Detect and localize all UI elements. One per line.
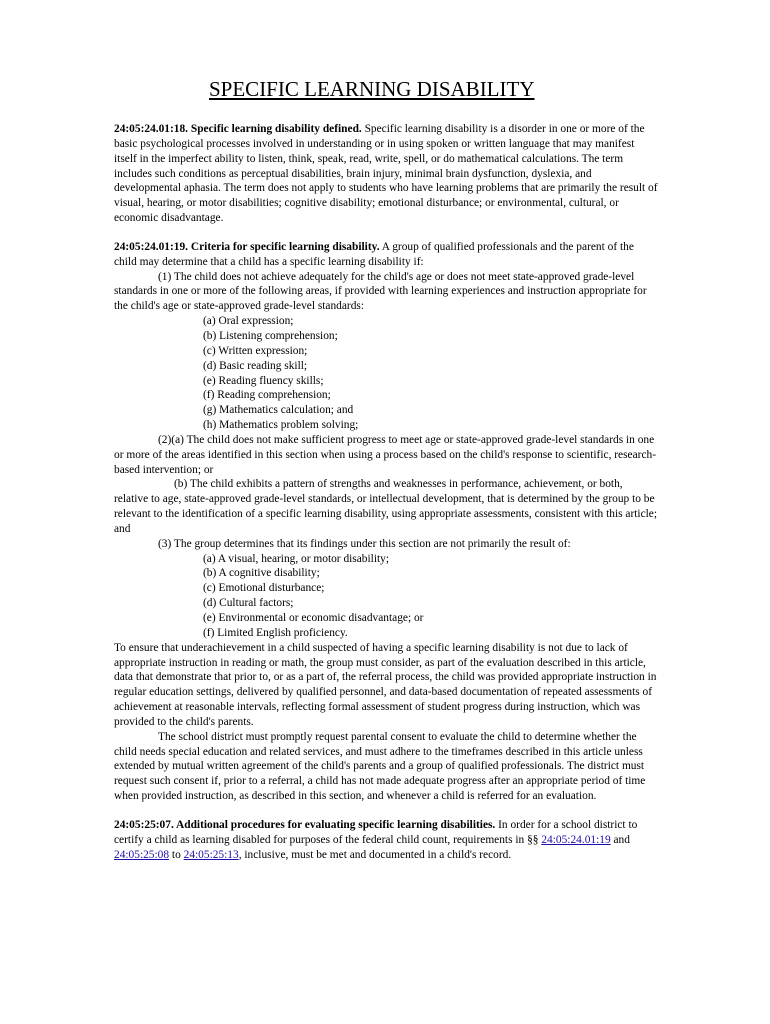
section-19 — [114, 240, 659, 804]
page-title: SPECIFIC LEARNING DISABILITY — [209, 77, 535, 101]
section-25-07 — [114, 818, 659, 863]
and-text: and — [610, 833, 630, 846]
list-item: (c) Emotional disturbance; — [203, 582, 325, 595]
list-item: (c) Written expression; — [203, 344, 308, 357]
section-19-intro — [114, 240, 659, 270]
areas-list — [114, 314, 659, 433]
exclusions-list — [114, 552, 659, 641]
section-18 — [114, 122, 659, 226]
list-item: (h) Mathematics problem solving; — [203, 419, 359, 432]
list-item: (d) Basic reading skill; — [203, 359, 308, 372]
instruction-requirement: To ensure that underachievement in a child suspected of having a specific learning disability is not due to lack of appropriate instruction in reading or math, the group must consider, as part of the evaluation described in this article, data that demonstrate that prior to, or as a part of, the referral process, the child was provided appropriate instruction in regular education settings, delivered by qualified personnel, and data-based documentation of repeated assessments of achievement at reasonable intervals, reflecting formal assessment of student progress during instruction, which was provided to the child's parents. — [114, 641, 657, 728]
criterion-2a: (2)(a) The child does not make sufficient progress to meet age or state-approved grade-level standards in one or more of the areas identified in this section when using a process based on the child's response to scientific, research-based intervention; or — [114, 433, 656, 476]
section-25-07-text — [114, 818, 659, 863]
list-item: (d) Cultural factors; — [203, 597, 294, 610]
list-item: (b) A cognitive disability; — [203, 567, 320, 580]
section-symbol: §§ — [527, 833, 542, 846]
list-item: (b) Listening comprehension; — [203, 329, 338, 342]
list-item: (f) Limited English proficiency. — [203, 626, 348, 639]
document-page — [114, 76, 659, 877]
list-item: (e) Environmental or economic disadvantage; or — [203, 612, 424, 624]
criterion-3: (3) The group determines that its findings under this section are not primarily the result of: — [158, 537, 571, 550]
section-19-body: A group of qualified professionals and the parent of the child may determine that a child has a specific learning disability if: — [114, 240, 634, 268]
section-25-07-tail: , inclusive, must be met and documented in a child's record. — [238, 848, 512, 861]
link-24-05-25-08[interactable]: 24:05:25:08 — [114, 848, 170, 861]
section-18-body: Specific learning disability is a disorder in one or more of the basic psychological processes involved in understanding or in using spoken or written language that may manifest itself in the imperfect ability to listen, think, speak, read, write, spell, or do mathematical calculations. The term includes such conditions as perceptual disabilities, brain injury, minimal brain dysfunction, dyslexia, and developmental aphasia. The term does not apply to students who have learning problems that are primarily the result of visual, hearing, or motor disabilities; cognitive disability; emotional disturbance; or environmental, cultural, or economic disadvantage. — [114, 123, 658, 225]
link-24-05-24-01-19[interactable]: 24:05:24.01:19 — [541, 833, 611, 846]
criterion-1: (1) The child does not achieve adequately for the child's age or does not meet state-approved grade-level standards in one or more of the following areas, if provided with learning experiences and instruction appropriate for the child's age or state-approved grade-level standards: — [114, 270, 647, 313]
link-24-05-25-13[interactable]: 24:05:25:13 — [183, 848, 239, 861]
section-25-07-body: In order for a school district to certify a child as learning disabled for purposes of the federal child count, requirements in — [114, 818, 638, 846]
list-item: (g) Mathematics calculation; and — [203, 404, 354, 417]
section-25-07-heading: 24:05:25:07. Additional procedures for evaluating specific learning disabilities. — [114, 818, 496, 831]
section-19-heading: 24:05:24.01:19. Criteria for specific learning disability. — [114, 240, 380, 253]
consent-requirement: The school district must promptly request parental consent to evaluate the child to determine whether the child needs special education and related services, and must adhere to the timeframes described in this article unless extended by mutual written agreement of the child's parents and a group of qualified professionals. The district must request such consent if, prior to a referral, a child has not made adequate progress after an appropriate period of time when provided instruction, as described in this section, and whenever a child is referred for an evaluation. — [114, 730, 646, 803]
list-item: (f) Reading comprehension; — [203, 389, 331, 402]
list-item: (e) Reading fluency skills; — [203, 374, 324, 387]
section-18-heading: 24:05:24.01:18. Specific learning disability defined. — [114, 123, 362, 135]
to-text: to — [169, 848, 184, 861]
list-item: (a) Oral expression; — [203, 315, 294, 328]
criterion-2b: (b) The child exhibits a pattern of strengths and weaknesses in performance, achievement, or both, relative to age, state-approved grade-level standards, or intellectual development, that is determined by the group to be relevant to the identification of a specific learning disability, using appropriate assessments, consistent with this article; and — [114, 478, 658, 535]
section-18-text — [114, 122, 659, 226]
list-item: (a) A visual, hearing, or motor disability; — [203, 552, 390, 565]
